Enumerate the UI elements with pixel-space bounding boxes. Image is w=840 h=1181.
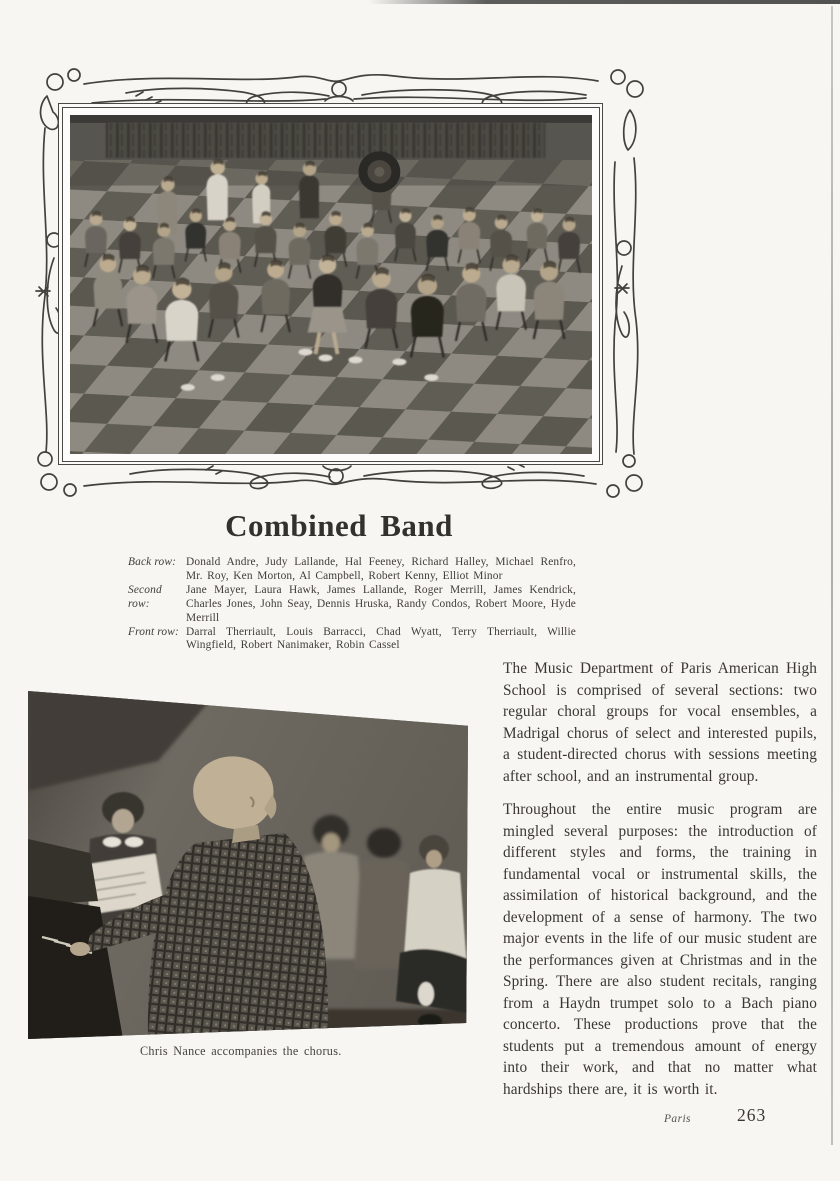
chorus-piano-photo (28, 691, 468, 1039)
page-title: Combined Band (225, 508, 453, 543)
band-photo-matte (58, 103, 603, 465)
roster-row-front (128, 626, 576, 654)
article-paragraph: The Music Department of Paris American High School is comprised of several sections: two regular choral groups for vocal ensembles, a Madrigal chorus of select and interested pupils, a student-directed chorus with sessions meeting after school, and an instrumental group. (503, 660, 817, 785)
band-photo-inner-line (62, 107, 600, 462)
roster-row-names: Jane Mayer, Laura Hawk, James Lallande, Roger Merrill, James Kendrick, Charles Jones, John Seay, Dennis Hruska, Randy Condos, Robert Moore, Hyde Merrill (186, 583, 576, 624)
roster-row-names: Donald Andre, Judy Lallande, Hal Feeney, Richard Halley, Michael Renfro, Mr. Roy, Ken Morton, Al Campbell, Robert Kenny, Elliot Minor (186, 556, 576, 582)
band-group-photo (70, 115, 592, 454)
chorus-photo-illustration (28, 691, 468, 1039)
scan-edge-shadow-top (368, 0, 840, 4)
roster-row-back (128, 556, 576, 584)
footer-page-number: 263 (737, 1105, 767, 1125)
article-paragraph: Throughout the entire music program are mingled several purposes: the introduction of different styles and forms, the training in fundamental vocal or instrumental skills, the assimilation of historical background, and the development of a sense of harmony. The two major events in the life of our music student are the performances given at Christmas and in the Spring. There are also student recitals, ranging from a Haydn trumpet solo to a Bach piano concerto. These productions prove that the students put a tremendous amount of energy into their work, and that no matter what hardships there are, it is worth it. (503, 801, 817, 1098)
roster-row-label: Back row: (128, 556, 177, 568)
roster-row-label: Front row: (128, 625, 179, 638)
band-photo-illustration (70, 115, 592, 454)
roster-row-names: Darral Therriault, Louis Barracci, Chad Wyatt, Terry Therriault, Willie Wingfield, Robert Nanimaker, Robin Cassel (186, 625, 576, 652)
scan-edge-line-right (831, 6, 833, 1145)
band-roster-caption (128, 556, 576, 653)
music-department-article (503, 658, 817, 1100)
band-photo-frame (30, 62, 648, 500)
footer-book-label: Paris (664, 1113, 691, 1125)
roster-row-label: Second row: (128, 583, 162, 610)
roster-row-second (128, 584, 576, 626)
chorus-photo-caption: Chris Nance accompanies the chorus. (140, 1044, 342, 1058)
